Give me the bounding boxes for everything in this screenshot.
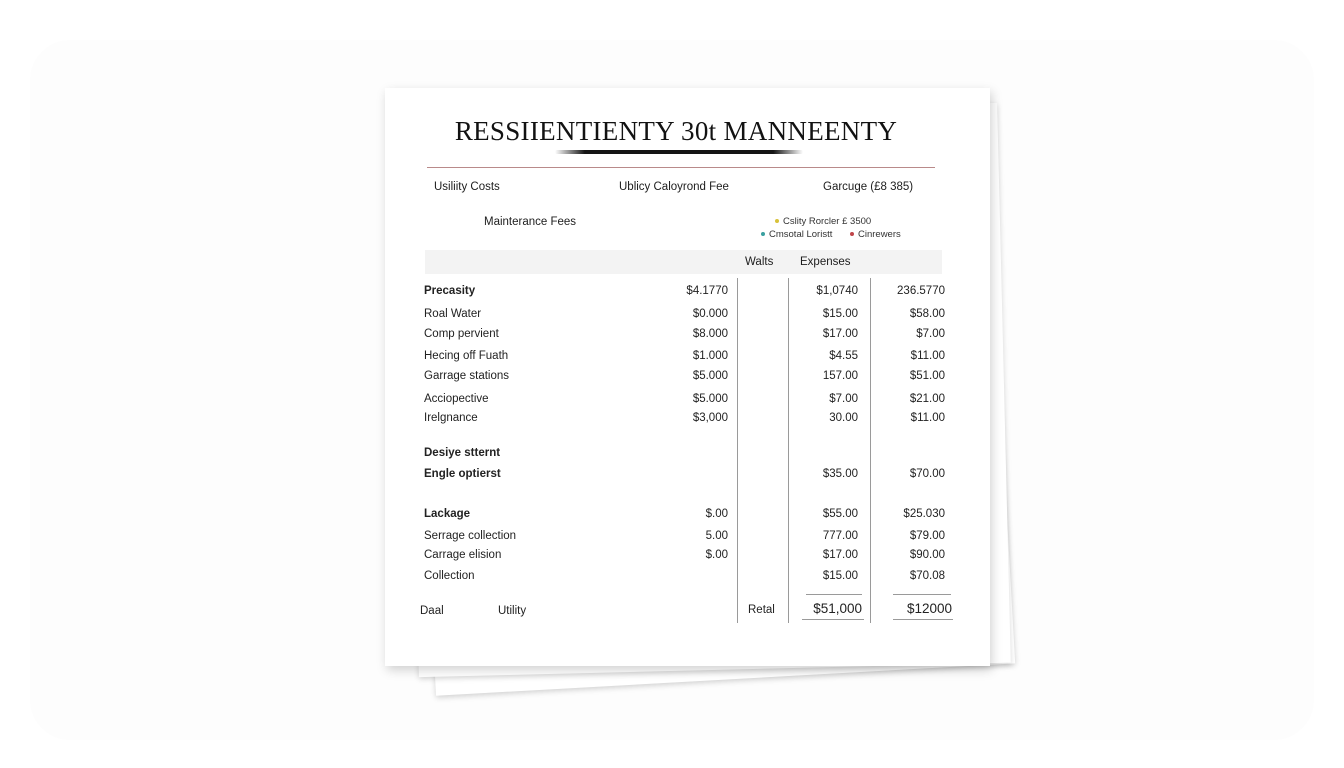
table-cell: $15.00 xyxy=(822,570,858,582)
footer-label-retal: Retal xyxy=(748,604,775,616)
table-cell: 777.00 xyxy=(822,530,858,542)
table-cell: $15.00 xyxy=(822,308,858,320)
table-cell: 236.5770 xyxy=(897,285,945,297)
table-row-label: Carrage elision xyxy=(424,549,502,561)
table-row-label: Garrage stations xyxy=(424,370,510,382)
table-cell: $.00 xyxy=(705,549,728,561)
table-cell: $17.00 xyxy=(822,328,858,340)
table-cell: $7.00 xyxy=(829,393,858,405)
table-row-label: Desiye stternt xyxy=(424,447,501,459)
column-header-walts: Walts xyxy=(745,256,774,268)
table-cell: $7.00 xyxy=(916,328,945,340)
table-cell: $5.000 xyxy=(692,370,728,382)
table-cell: $1.000 xyxy=(692,350,728,362)
subtotal-rule xyxy=(893,594,951,595)
header-garage: Garcuge (£8 385) xyxy=(823,181,914,193)
column-divider-1 xyxy=(737,278,738,623)
table-row-label: Roal Water xyxy=(424,308,482,320)
table-cell: $70.00 xyxy=(909,468,945,480)
table-cell: $1,0740 xyxy=(816,285,858,297)
total-underline xyxy=(893,619,953,620)
legend-item-3: Cinrewers xyxy=(850,229,901,240)
table-row-label: Precasity xyxy=(424,285,476,297)
table-cell: $3,000 xyxy=(692,412,728,424)
table-cell: $70.08 xyxy=(909,570,945,582)
column-divider-3 xyxy=(870,278,871,623)
header-utility-fee: Ublicy Caloyrond Fee xyxy=(619,181,729,193)
table-cell: $55.00 xyxy=(822,508,858,520)
table-cell: $0.000 xyxy=(692,308,728,320)
table-cell: $4.1770 xyxy=(686,285,728,297)
table-row-label: Collection xyxy=(424,570,475,582)
legend-dot-yellow xyxy=(775,219,779,223)
table-row-label: Comp pervient xyxy=(424,328,499,340)
header-utility-costs: Usiliity Costs xyxy=(434,181,500,193)
table-cell: 5.00 xyxy=(705,530,728,542)
table-cell: $5.000 xyxy=(692,393,728,405)
table-cell: $11.00 xyxy=(910,350,945,362)
table-cell: $35.00 xyxy=(822,468,858,480)
footer-total-expenses: $51,000 xyxy=(813,601,862,616)
table-row-label: Serrage collection xyxy=(424,530,517,542)
document-title: RESSIIENTIENTY 30t MANNEENTY xyxy=(454,116,898,146)
footer-label-utility: Utility xyxy=(498,605,527,617)
table-cell: $8.000 xyxy=(692,328,728,340)
footer-label-daal: Daal xyxy=(420,605,444,617)
column-divider-2 xyxy=(788,278,789,623)
table-cell: $21.00 xyxy=(909,393,945,405)
total-underline xyxy=(802,619,864,620)
column-header-expenses: Expenses xyxy=(800,256,851,268)
footer-total: $12000 xyxy=(906,601,952,616)
table-header-band xyxy=(425,250,942,274)
table-cell: $58.00 xyxy=(909,308,945,320)
title-divider xyxy=(427,167,935,168)
table-cell: $.00 xyxy=(705,508,728,520)
table-cell: $90.00 xyxy=(909,549,945,561)
subtotal-rule xyxy=(806,594,862,595)
table-row-label: Lackage xyxy=(424,508,471,520)
legend-item-2: Cmsotal Loristt xyxy=(761,229,832,240)
table-row-label: Irelgnance xyxy=(424,412,478,424)
table-cell: 157.00 xyxy=(822,370,858,382)
table-cell: $25.030 xyxy=(903,508,945,520)
table-cell: $17.00 xyxy=(822,549,858,561)
legend-dot-teal xyxy=(761,232,765,236)
table-cell: $4.55 xyxy=(829,350,858,362)
table-row-label: Hecing off Fuath xyxy=(424,350,509,362)
table-cell: 30.00 xyxy=(829,412,858,424)
table-cell: $11.00 xyxy=(910,412,945,424)
subheader-maintenance-fees: Mainterance Fees xyxy=(484,216,577,228)
legend-dot-red xyxy=(850,232,854,236)
table-cell: $51.00 xyxy=(909,370,945,382)
table-cell: $79.00 xyxy=(909,530,945,542)
table-row-label: Engle optierst xyxy=(424,468,501,480)
legend-item-1: Cslity Rorcler £ 3500 xyxy=(775,216,871,227)
title-underline-swash xyxy=(555,150,803,154)
table-row-label: Acciopective xyxy=(424,393,489,405)
